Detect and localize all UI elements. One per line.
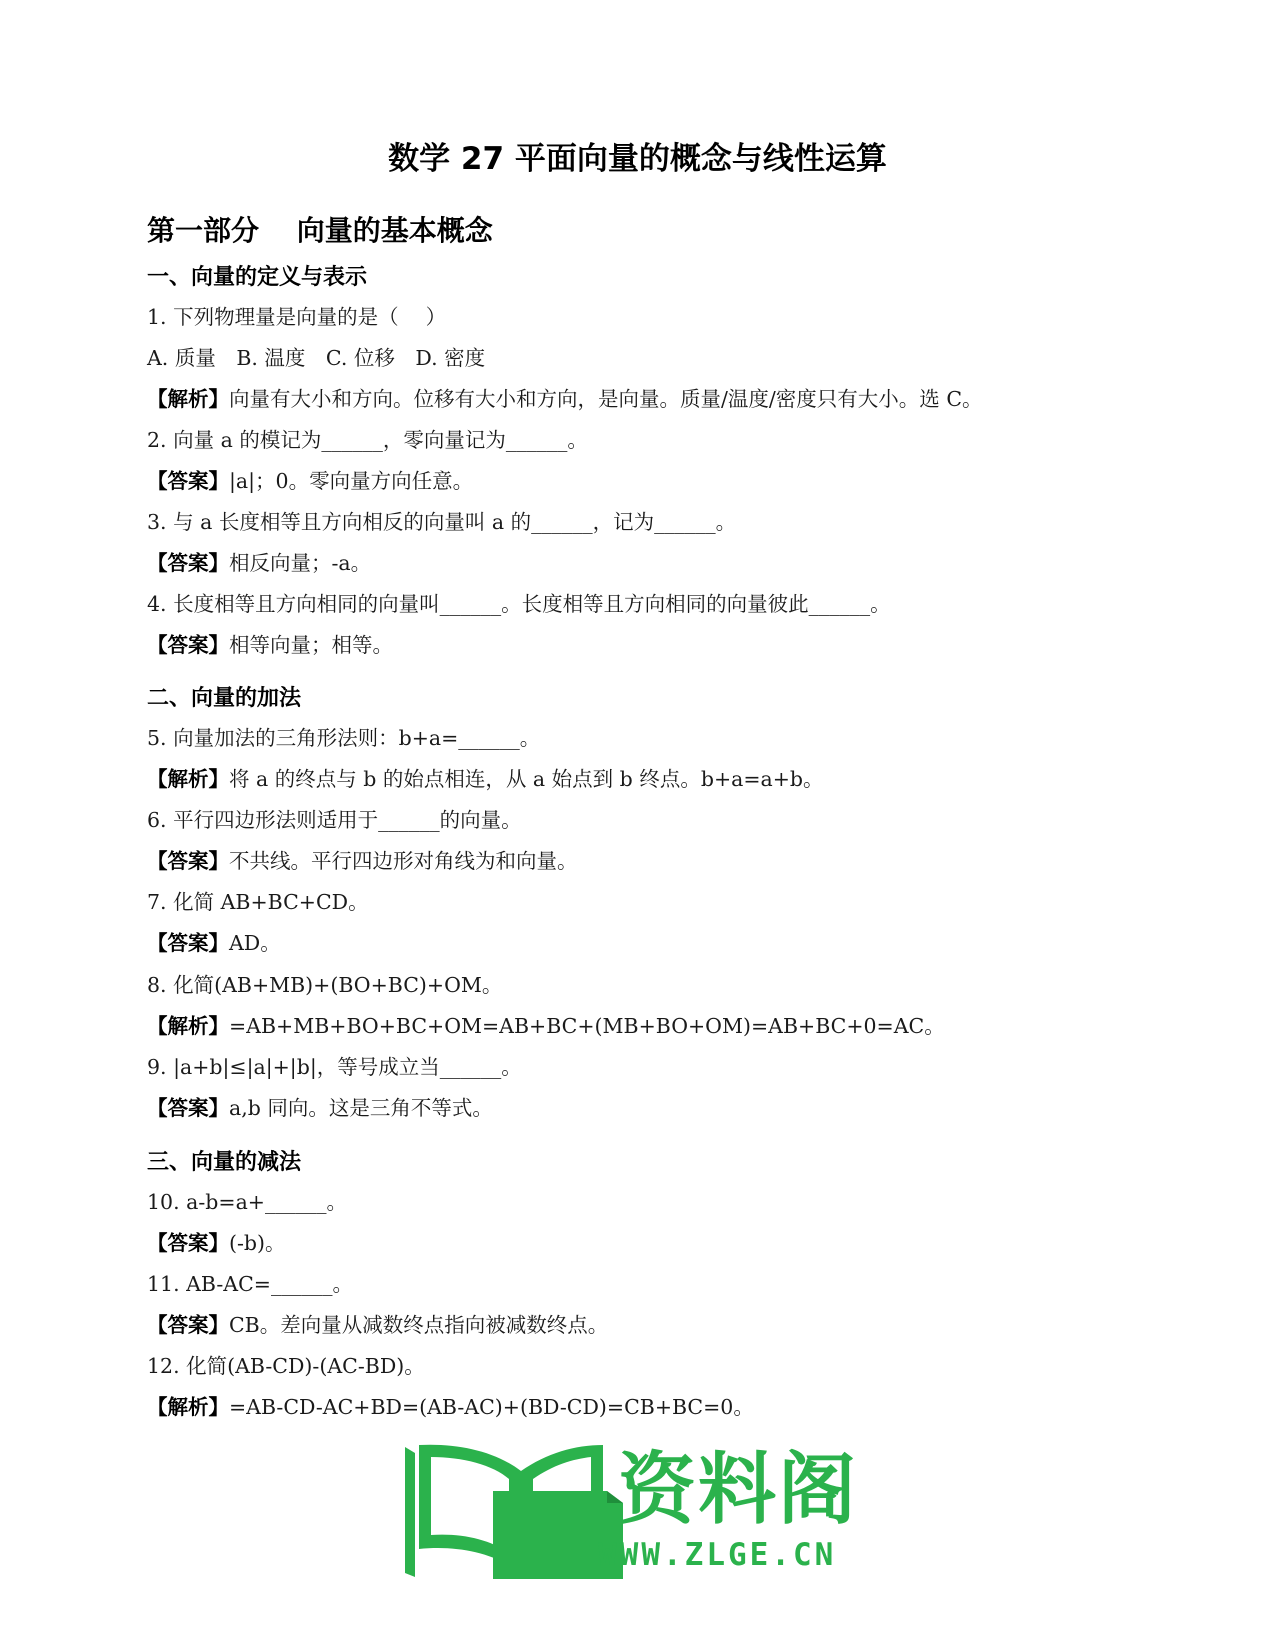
question-3: 3. 与 a 长度相等且方向相反的向量叫 a 的______，记为______。 bbox=[147, 510, 737, 534]
answer-7: 【答案】AD。 bbox=[147, 931, 281, 955]
analysis-12: 【解析】=AB-CD-AC+BD=(AB-AC)+(BD-CD)=CB+BC=0。 bbox=[147, 1395, 754, 1419]
question-11: 11. AB-AC=______。 bbox=[147, 1272, 353, 1296]
part-heading: 第一部分 向量的基本概念 bbox=[147, 214, 493, 247]
question-9: 9. |a+b|≤|a|+|b|，等号成立当______。 bbox=[147, 1055, 522, 1079]
section-heading-definition: 一、向量的定义与表示 bbox=[147, 265, 368, 290]
watermark-text-cn: 资料阁 bbox=[618, 1445, 859, 1535]
answer-6: 【答案】不共线。平行四边形对角线为和向量。 bbox=[147, 849, 578, 873]
question-7: 7. 化简 AB+BC+CD。 bbox=[147, 890, 369, 914]
answer-4: 【答案】相等向量；相等。 bbox=[147, 633, 393, 657]
question-6: 6. 平行四边形法则适用于______的向量。 bbox=[147, 808, 522, 832]
question-8: 8. 化简(AB+MB)+(BO+BC)+OM。 bbox=[147, 973, 503, 997]
answer-9: 【答案】a,b 同向。这是三角不等式。 bbox=[147, 1096, 493, 1120]
question-4: 4. 长度相等且方向相同的向量叫______。长度相等且方向相同的向量彼此______。 bbox=[147, 592, 891, 616]
document-title: 数学 27 平面向量的概念与线性运算 bbox=[388, 141, 887, 177]
question-1-options: A. 质量 B. 温度 C. 位移 D. 密度 bbox=[147, 346, 486, 370]
answer-2: 【答案】|a|；0。零向量方向任意。 bbox=[147, 469, 474, 493]
question-1: 1. 下列物理量是向量的是（ ） bbox=[147, 305, 447, 329]
analysis-8: 【解析】=AB+MB+BO+BC+OM=AB+BC+(MB+BO+OM)=AB+BC+0=AC。 bbox=[147, 1014, 945, 1038]
question-10: 10. a-b=a+______。 bbox=[147, 1190, 347, 1214]
watermark-url: WWW.ZLGE.CN bbox=[598, 1537, 837, 1573]
answer-11: 【答案】CB。差向量从减数终点指向被减数终点。 bbox=[147, 1313, 609, 1337]
question-2: 2. 向量 a 的模记为______，零向量记为______。 bbox=[147, 428, 588, 452]
section-heading-subtraction: 三、向量的减法 bbox=[147, 1150, 302, 1175]
question-5: 5. 向量加法的三角形法则：b+a=______。 bbox=[147, 726, 541, 750]
section-heading-addition: 二、向量的加法 bbox=[147, 686, 302, 711]
analysis-1: 【解析】向量有大小和方向。位移有大小和方向，是向量。质量/温度/密度只有大小。选 C。 bbox=[147, 387, 983, 411]
analysis-5: 【解析】将 a 的终点与 b 的始点相连，从 a 始点到 b 终点。b+a=a+b。 bbox=[147, 767, 824, 791]
question-12: 12. 化简(AB-CD)-(AC-BD)。 bbox=[147, 1354, 425, 1378]
answer-3: 【答案】相反向量；-a。 bbox=[147, 551, 372, 575]
answer-10: 【答案】(-b)。 bbox=[147, 1231, 286, 1255]
